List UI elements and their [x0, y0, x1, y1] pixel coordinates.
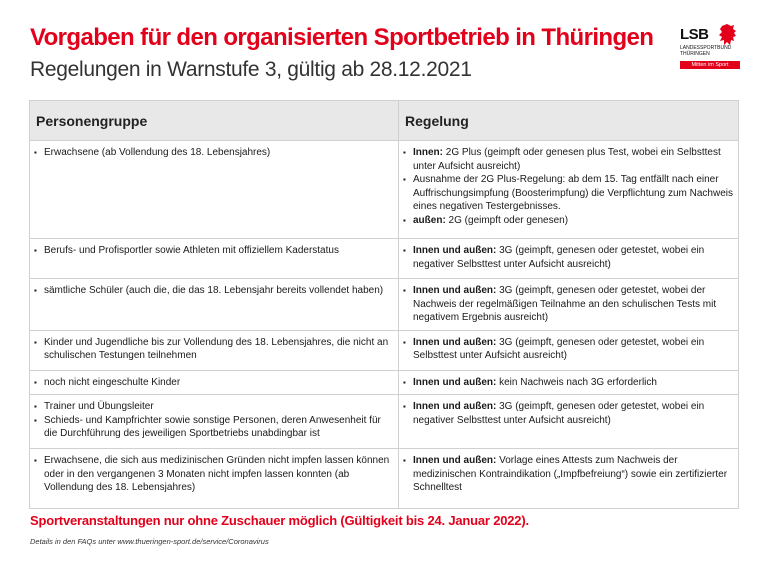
rule-cell	[399, 449, 739, 509]
rule-text: kein Nachweis nach 3G erforderlich	[496, 376, 657, 388]
rule-scope: Innen und außen:	[413, 285, 497, 296]
faq-footnote: Details in den FAQs unter www.thueringen-sport.de/service/Coronavirus	[30, 537, 269, 546]
rule-cell	[399, 279, 739, 331]
group-item: ▪ Erwachsene, die sich aus medizinischen Gründen nicht impfen lassen können oder in den vergangenen 3 Monaten nicht impfen lassen konnten (ab Vollendung des 18. Lebensjahres)	[34, 454, 394, 495]
table-body	[30, 141, 739, 509]
lion-icon	[718, 24, 738, 46]
rule-item	[403, 400, 734, 427]
logo-tagline: Mitten im Sport	[680, 61, 740, 69]
rule-item	[403, 284, 734, 325]
group-item: ▪ Kinder und Jugendliche bis zur Vollendung des 18. Lebensjahres, die nicht an schulischen Testungen teilnehmen	[34, 336, 394, 363]
rule-item	[403, 214, 734, 228]
rule-item	[403, 336, 734, 363]
rule-text: 3G (geimpft, genesen oder getestet, wobei ein Selbsttest unter Aufsicht ausreicht)	[413, 336, 705, 361]
table-row	[30, 449, 739, 509]
rule-cell	[399, 239, 739, 279]
page-subtitle: Regelungen in Warnstufe 3, gültig ab 28.12.2021	[30, 58, 472, 81]
logo-text: LSB	[680, 26, 709, 43]
group-item: ▪ noch nicht eingeschulte Kinder	[34, 376, 394, 390]
group-item: ▪ sämtliche Schüler (auch die, die das 18. Lebensjahr bereits vollendet haben)	[34, 284, 394, 298]
rule-scope: außen:	[413, 214, 446, 226]
rules-table	[29, 100, 739, 509]
group-item: ▪ Trainer und Übungsleiter	[34, 400, 394, 414]
rule-scope: Innen und außen:	[413, 376, 497, 388]
table-header-row	[30, 101, 739, 141]
rule-scope: Innen und außen:	[413, 245, 497, 256]
person-group-cell	[30, 395, 399, 449]
rule-scope: Innen und außen:	[413, 455, 497, 466]
logo-line-1: LANDESSPORTBUND	[680, 45, 732, 51]
rule-item	[403, 454, 734, 495]
person-group-cell	[30, 239, 399, 279]
table-row	[30, 141, 739, 239]
column-header-rule: Regelung	[399, 101, 739, 141]
table-row	[30, 239, 739, 279]
rule-text: 2G Plus (geimpft oder genesen plus Test, wobei ein Selbsttest unter Aufsicht ausreicht)	[413, 147, 721, 172]
person-group-cell	[30, 279, 399, 331]
column-header-group: Personengruppe	[30, 101, 399, 141]
person-group-cell	[30, 370, 399, 395]
rule-scope: Innen und außen:	[413, 401, 497, 412]
person-group-cell	[30, 141, 399, 239]
rule-item	[403, 146, 734, 173]
person-group-cell	[30, 449, 399, 509]
rule-item	[403, 244, 734, 271]
rule-scope: Innen und außen:	[413, 336, 497, 348]
person-group-cell	[30, 330, 399, 370]
table-row	[30, 330, 739, 370]
rule-cell	[399, 141, 739, 239]
rule-cell	[399, 330, 739, 370]
rule-cell	[399, 395, 739, 449]
page-title: Vorgaben für den organisierten Sportbetrieb in Thüringen	[30, 24, 654, 51]
spectator-notice: Sportveranstaltungen nur ohne Zuschauer möglich (Gültigkeit bis 24. Januar 2022).	[30, 513, 529, 528]
lsb-logo	[680, 26, 740, 72]
rule-scope: Innen:	[413, 147, 443, 158]
group-item: ▪ Schieds- und Kampfrichter sowie sonstige Personen, deren Anwesenheit für die Durchführung des jeweiligen Sportbetriebs unabdingbar ist	[34, 414, 394, 441]
table-row	[30, 279, 739, 331]
rule-text: 2G (geimpft oder genesen)	[445, 214, 569, 226]
rule-text: 3G (geimpft, genesen oder getestet, wobei ein negativer Selbsttest unter Aufsicht ausreicht)	[413, 401, 705, 426]
table-row	[30, 395, 739, 449]
rule-item	[403, 376, 734, 390]
logo-line-2: THÜRINGEN	[680, 51, 710, 57]
rule-item	[403, 173, 734, 214]
rule-text: Vorlage eines Attests zum Nachweis der medizinischen Kontraindikation („Impfbefreiung“) sowie ein zertifizierter Schnelltest	[413, 455, 728, 493]
table-row	[30, 370, 739, 395]
group-item: ▪ Erwachsene (ab Vollendung des 18. Lebensjahres)	[34, 146, 394, 160]
rule-text: Ausnahme der 2G Plus-Regelung: ab dem 15. Tag entfällt nach einer Auffrischungsimpfung (Boosterimpfung) die Verpflichtung zum Nachweis eines negativen Testergebnisses.	[413, 174, 733, 212]
logo-subtitle	[680, 45, 740, 57]
group-item: ▪ Berufs- und Profisportler sowie Athleten mit offiziellem Kaderstatus	[34, 244, 394, 258]
rule-text: 3G (geimpft, genesen oder getestet, wobei der Nachweis der regelmäßigen Teilnahme an den schulischen Tests mit negativem Ergebnis ausreicht)	[413, 285, 717, 323]
rule-cell	[399, 370, 739, 395]
rule-text: 3G (geimpft, genesen oder getestet, wobei ein negativer Selbsttest unter Aufsicht ausreicht)	[413, 245, 705, 270]
